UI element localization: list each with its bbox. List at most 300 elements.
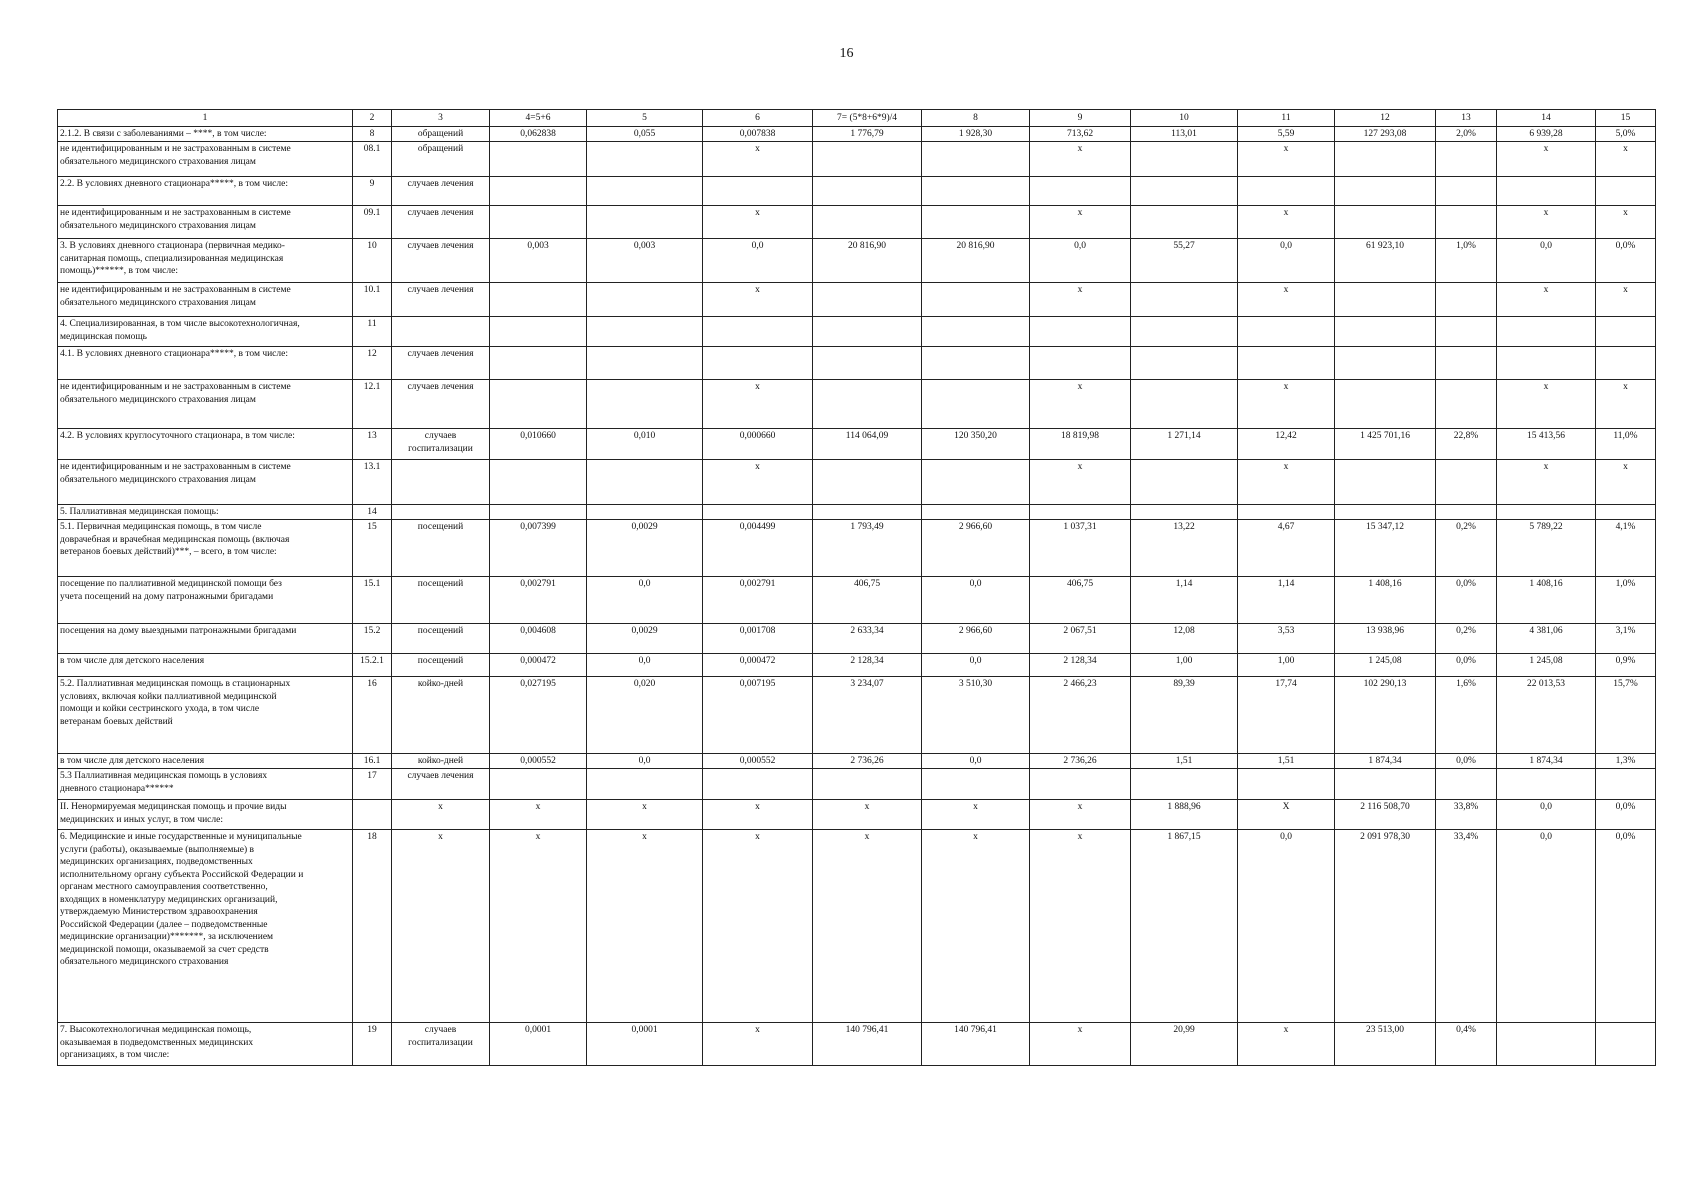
cell-value-col-11: [1238, 317, 1335, 347]
cell-value-col-4: x: [490, 830, 587, 1023]
cell-value-col-7: [813, 347, 922, 380]
cell-value-col-15: [1596, 769, 1656, 800]
cell-value-col-12: 15 347,12: [1335, 520, 1436, 577]
cell-value-col-6: 0,0: [703, 239, 813, 283]
cell-row-code: 13: [353, 429, 392, 460]
cell-row-label: посещение по паллиативной медицинской помощи без учета посещений на дому патронажными бригадами: [58, 577, 353, 624]
cell-value-col-9: [1030, 505, 1131, 520]
cell-value-col-7: 406,75: [813, 577, 922, 624]
table-row: [58, 380, 1656, 429]
cell-value-col-14: x: [1497, 142, 1596, 177]
cell-value-col-13: [1436, 142, 1497, 177]
table-row: [58, 317, 1656, 347]
column-header-12: 12: [1335, 110, 1436, 127]
cell-value-col-10: 113,01: [1131, 127, 1238, 142]
cell-value-col-5: 0,0: [587, 754, 703, 769]
cell-value-col-4: 0,000552: [490, 754, 587, 769]
cell-value-col-8: 1 928,30: [922, 127, 1030, 142]
cell-row-label: 3. В условиях дневного стационара (первичная медико- санитарная помощь, специализированная медицинская помощь)******, в том числе:: [58, 239, 353, 283]
cell-value-col-8: [922, 347, 1030, 380]
cell-value-col-12: [1335, 347, 1436, 380]
cell-row-code: 15.2.1: [353, 654, 392, 677]
cell-value-col-13: [1436, 317, 1497, 347]
cell-value-col-12: 13 938,96: [1335, 624, 1436, 654]
table-row: [58, 654, 1656, 677]
cell-value-col-12: 61 923,10: [1335, 239, 1436, 283]
cell-value-col-12: 1 408,16: [1335, 577, 1436, 624]
cell-value-col-9: 2 736,26: [1030, 754, 1131, 769]
cell-unit-of-measure: случаев лечения: [392, 347, 490, 380]
cell-value-col-12: [1335, 505, 1436, 520]
cell-value-col-10: [1131, 142, 1238, 177]
cell-value-col-5: 0,010: [587, 429, 703, 460]
cell-value-col-4: [490, 505, 587, 520]
cell-unit-of-measure: койко-дней: [392, 677, 490, 754]
cell-value-col-11: x: [1238, 460, 1335, 505]
cell-value-col-10: 1,14: [1131, 577, 1238, 624]
cell-value-col-10: 1,00: [1131, 654, 1238, 677]
cell-value-col-6: 0,000660: [703, 429, 813, 460]
cell-value-col-15: 15,7%: [1596, 677, 1656, 754]
table-body: [58, 127, 1656, 1066]
cell-value-col-8: 2 966,60: [922, 520, 1030, 577]
cell-value-col-8: [922, 380, 1030, 429]
cell-value-col-14: [1497, 769, 1596, 800]
table-row: [58, 347, 1656, 380]
cell-value-col-5: [587, 206, 703, 239]
cell-value-col-5: 0,020: [587, 677, 703, 754]
cell-row-label: 2.2. В условиях дневного стационара*****, в том числе:: [58, 177, 353, 206]
cell-unit-of-measure: койко-дней: [392, 754, 490, 769]
cell-value-col-15: 0,0%: [1596, 239, 1656, 283]
column-header-9: 9: [1030, 110, 1131, 127]
cell-value-col-12: [1335, 317, 1436, 347]
table-row: [58, 239, 1656, 283]
cell-value-col-13: 33,8%: [1436, 800, 1497, 830]
cell-value-col-15: x: [1596, 142, 1656, 177]
cell-value-col-14: 0,0: [1497, 800, 1596, 830]
cell-value-col-7: 2 128,34: [813, 654, 922, 677]
cell-value-col-10: 89,39: [1131, 677, 1238, 754]
cell-row-code: 16: [353, 677, 392, 754]
cell-value-col-12: [1335, 380, 1436, 429]
column-header-1: 1: [58, 110, 353, 127]
cell-value-col-11: x: [1238, 206, 1335, 239]
cell-value-col-5: [587, 347, 703, 380]
cell-value-col-9: x: [1030, 1023, 1131, 1066]
cell-value-col-9: 0,0: [1030, 239, 1131, 283]
cell-value-col-4: 0,002791: [490, 577, 587, 624]
cell-value-col-13: [1436, 177, 1497, 206]
cell-value-col-8: [922, 769, 1030, 800]
table-row: [58, 624, 1656, 654]
cell-value-col-7: [813, 142, 922, 177]
cell-value-col-4: [490, 347, 587, 380]
cell-value-col-8: 120 350,20: [922, 429, 1030, 460]
cell-value-col-12: [1335, 460, 1436, 505]
cell-value-col-7: [813, 505, 922, 520]
cell-value-col-4: [490, 206, 587, 239]
cell-value-col-15: [1596, 505, 1656, 520]
cell-value-col-12: [1335, 177, 1436, 206]
cell-value-col-7: [813, 177, 922, 206]
cell-value-col-9: 713,62: [1030, 127, 1131, 142]
cell-value-col-5: 0,003: [587, 239, 703, 283]
table-row: [58, 677, 1656, 754]
cell-row-code: 17: [353, 769, 392, 800]
cell-row-code: 9: [353, 177, 392, 206]
cell-value-col-7: 3 234,07: [813, 677, 922, 754]
cell-value-col-12: 127 293,08: [1335, 127, 1436, 142]
cell-value-col-11: x: [1238, 380, 1335, 429]
cell-value-col-7: [813, 206, 922, 239]
cell-value-col-7: [813, 460, 922, 505]
cell-row-label: II. Ненормируемая медицинская помощь и прочие виды медицинских и иных услуг, в том числе:: [58, 800, 353, 830]
cell-unit-of-measure: посещений: [392, 624, 490, 654]
cell-value-col-15: [1596, 1023, 1656, 1066]
cell-value-col-4: 0,003: [490, 239, 587, 283]
cell-value-col-15: 3,1%: [1596, 624, 1656, 654]
cell-value-col-13: 22,8%: [1436, 429, 1497, 460]
cell-value-col-15: x: [1596, 283, 1656, 317]
cell-value-col-11: [1238, 347, 1335, 380]
column-header-3: 3: [392, 110, 490, 127]
cell-row-label: 5.3 Паллиативная медицинская помощь в условиях дневного стационара******: [58, 769, 353, 800]
cell-value-col-6: [703, 177, 813, 206]
cell-value-col-6: x: [703, 1023, 813, 1066]
cell-value-col-9: x: [1030, 830, 1131, 1023]
cell-value-col-4: 0,000472: [490, 654, 587, 677]
cell-value-col-14: 5 789,22: [1497, 520, 1596, 577]
cell-value-col-5: [587, 380, 703, 429]
cell-value-col-8: 0,0: [922, 577, 1030, 624]
cell-value-col-4: 0,004608: [490, 624, 587, 654]
cell-row-code: 15.2: [353, 624, 392, 654]
cell-value-col-13: [1436, 460, 1497, 505]
cell-value-col-13: [1436, 206, 1497, 239]
table-row: [58, 577, 1656, 624]
cell-value-col-5: [587, 317, 703, 347]
cell-value-col-10: [1131, 206, 1238, 239]
cell-value-col-10: [1131, 317, 1238, 347]
cell-value-col-8: [922, 283, 1030, 317]
cell-value-col-6: [703, 317, 813, 347]
cell-value-col-12: [1335, 142, 1436, 177]
cell-row-code: 15: [353, 520, 392, 577]
cell-value-col-14: [1497, 347, 1596, 380]
cell-unit-of-measure: x: [392, 800, 490, 830]
cell-unit-of-measure: случаев лечения: [392, 206, 490, 239]
cell-value-col-7: x: [813, 800, 922, 830]
cell-value-col-15: 5,0%: [1596, 127, 1656, 142]
cell-value-col-12: 1 425 701,16: [1335, 429, 1436, 460]
table-row: [58, 460, 1656, 505]
cell-value-col-6: 0,000472: [703, 654, 813, 677]
cell-value-col-13: 1,0%: [1436, 239, 1497, 283]
cell-value-col-5: 0,0: [587, 654, 703, 677]
cell-value-col-12: 2 091 978,30: [1335, 830, 1436, 1023]
data-table: [57, 109, 1656, 1066]
cell-row-label: 7. Высокотехнологичная медицинская помощь, оказываемая в подведомственных медицинских организациях, в том числе:: [58, 1023, 353, 1066]
cell-row-code: 13.1: [353, 460, 392, 505]
cell-value-col-14: [1497, 177, 1596, 206]
cell-value-col-4: 0,010660: [490, 429, 587, 460]
cell-value-col-7: 1 793,49: [813, 520, 922, 577]
cell-value-col-7: 2 736,26: [813, 754, 922, 769]
cell-value-col-6: [703, 769, 813, 800]
cell-value-col-8: [922, 142, 1030, 177]
cell-unit-of-measure: обращений: [392, 142, 490, 177]
cell-unit-of-measure: случаев госпитализации: [392, 1023, 490, 1066]
cell-value-col-11: X: [1238, 800, 1335, 830]
cell-value-col-5: x: [587, 830, 703, 1023]
cell-value-col-15: x: [1596, 380, 1656, 429]
cell-value-col-4: [490, 380, 587, 429]
cell-value-col-8: x: [922, 830, 1030, 1023]
cell-row-label: 5.2. Паллиативная медицинская помощь в стационарных условиях, включая койки паллиативной медицинской помощи и койки сестринского ухода, в том числе ветеранам боевых действий: [58, 677, 353, 754]
table-row: [58, 769, 1656, 800]
cell-value-col-15: x: [1596, 460, 1656, 505]
cell-value-col-12: [1335, 769, 1436, 800]
cell-value-col-6: x: [703, 380, 813, 429]
cell-value-col-15: 1,0%: [1596, 577, 1656, 624]
table-row: [58, 127, 1656, 142]
cell-value-col-14: [1497, 505, 1596, 520]
cell-value-col-9: 18 819,98: [1030, 429, 1131, 460]
cell-value-col-8: [922, 317, 1030, 347]
cell-row-label: посещения на дому выездными патронажными бригадами: [58, 624, 353, 654]
cell-value-col-10: [1131, 177, 1238, 206]
cell-value-col-8: 20 816,90: [922, 239, 1030, 283]
cell-row-code: 12: [353, 347, 392, 380]
cell-row-code: 08.1: [353, 142, 392, 177]
cell-value-col-13: 0,0%: [1436, 577, 1497, 624]
table-row: [58, 429, 1656, 460]
cell-value-col-5: [587, 460, 703, 505]
cell-value-col-14: 22 013,53: [1497, 677, 1596, 754]
cell-value-col-7: [813, 317, 922, 347]
cell-row-label: в том числе для детского населения: [58, 754, 353, 769]
cell-value-col-11: 5,59: [1238, 127, 1335, 142]
cell-value-col-11: x: [1238, 283, 1335, 317]
cell-value-col-6: x: [703, 206, 813, 239]
cell-value-col-11: x: [1238, 142, 1335, 177]
cell-value-col-4: 0,062838: [490, 127, 587, 142]
cell-value-col-4: [490, 317, 587, 347]
cell-value-col-6: 0,001708: [703, 624, 813, 654]
cell-value-col-11: 0,0: [1238, 830, 1335, 1023]
cell-unit-of-measure: случаев госпитализации: [392, 429, 490, 460]
cell-unit-of-measure: [392, 460, 490, 505]
cell-row-code: [353, 800, 392, 830]
table-row: [58, 830, 1656, 1023]
cell-value-col-14: x: [1497, 206, 1596, 239]
cell-value-col-8: x: [922, 800, 1030, 830]
cell-value-col-6: 0,000552: [703, 754, 813, 769]
cell-row-code: 14: [353, 505, 392, 520]
cell-value-col-9: [1030, 347, 1131, 380]
cell-unit-of-measure: случаев лечения: [392, 283, 490, 317]
cell-value-col-9: x: [1030, 800, 1131, 830]
cell-row-code: 10.1: [353, 283, 392, 317]
cell-value-col-8: 0,0: [922, 654, 1030, 677]
cell-value-col-11: x: [1238, 1023, 1335, 1066]
cell-value-col-15: 11,0%: [1596, 429, 1656, 460]
table-row: [58, 754, 1656, 769]
cell-value-col-15: 0,0%: [1596, 800, 1656, 830]
cell-value-col-10: 12,08: [1131, 624, 1238, 654]
cell-row-label: 4.2. В условиях круглосуточного стационара, в том числе:: [58, 429, 353, 460]
column-header-8: 8: [922, 110, 1030, 127]
column-header-5: 5: [587, 110, 703, 127]
cell-row-code: 09.1: [353, 206, 392, 239]
cell-value-col-8: 0,0: [922, 754, 1030, 769]
cell-row-code: 16.1: [353, 754, 392, 769]
cell-value-col-4: x: [490, 800, 587, 830]
cell-value-col-5: x: [587, 800, 703, 830]
cell-value-col-13: 0,2%: [1436, 624, 1497, 654]
cell-value-col-10: 20,99: [1131, 1023, 1238, 1066]
cell-value-col-8: [922, 206, 1030, 239]
cell-value-col-7: x: [813, 830, 922, 1023]
column-header-14: 14: [1497, 110, 1596, 127]
cell-value-col-15: x: [1596, 206, 1656, 239]
cell-unit-of-measure: [392, 505, 490, 520]
cell-value-col-13: [1436, 769, 1497, 800]
cell-value-col-14: 1 874,34: [1497, 754, 1596, 769]
cell-value-col-7: 20 816,90: [813, 239, 922, 283]
cell-value-col-7: [813, 283, 922, 317]
cell-value-col-5: 0,0029: [587, 520, 703, 577]
cell-row-label: 5.1. Первичная медицинская помощь, в том числе доврачебная и врачебная медицинская помощь (включая ветеранов боевых действий)***, – всего, в том числе:: [58, 520, 353, 577]
cell-value-col-4: [490, 769, 587, 800]
column-header-4: 4=5+6: [490, 110, 587, 127]
cell-row-label: 2.1.2. В связи с заболеваниями – ****, в том числе:: [58, 127, 353, 142]
cell-value-col-4: [490, 283, 587, 317]
cell-row-code: 8: [353, 127, 392, 142]
cell-value-col-6: 0,007195: [703, 677, 813, 754]
cell-unit-of-measure: посещений: [392, 520, 490, 577]
cell-value-col-8: [922, 505, 1030, 520]
cell-value-col-9: 406,75: [1030, 577, 1131, 624]
cell-value-col-5: 0,055: [587, 127, 703, 142]
cell-row-label: 4. Специализированная, в том числе высокотехнологичная, медицинская помощь: [58, 317, 353, 347]
cell-value-col-14: 6 939,28: [1497, 127, 1596, 142]
cell-value-col-9: [1030, 177, 1131, 206]
cell-row-code: 19: [353, 1023, 392, 1066]
cell-value-col-9: x: [1030, 142, 1131, 177]
cell-value-col-8: 3 510,30: [922, 677, 1030, 754]
cell-value-col-7: 1 776,79: [813, 127, 922, 142]
cell-value-col-9: x: [1030, 380, 1131, 429]
cell-value-col-11: 1,14: [1238, 577, 1335, 624]
column-header-7: 7= (5*8+6*9)/4: [813, 110, 922, 127]
cell-value-col-14: 0,0: [1497, 239, 1596, 283]
cell-value-col-9: x: [1030, 283, 1131, 317]
cell-value-col-15: 0,9%: [1596, 654, 1656, 677]
cell-row-code: 10: [353, 239, 392, 283]
column-header-13: 13: [1436, 110, 1497, 127]
cell-value-col-10: [1131, 769, 1238, 800]
table-row: [58, 505, 1656, 520]
cell-value-col-12: [1335, 206, 1436, 239]
cell-value-col-9: 1 037,31: [1030, 520, 1131, 577]
column-header-6: 6: [703, 110, 813, 127]
cell-value-col-11: 0,0: [1238, 239, 1335, 283]
cell-value-col-5: [587, 142, 703, 177]
cell-value-col-13: 0,0%: [1436, 754, 1497, 769]
cell-value-col-13: 1,6%: [1436, 677, 1497, 754]
cell-value-col-13: [1436, 347, 1497, 380]
cell-value-col-13: [1436, 380, 1497, 429]
cell-value-col-11: 12,42: [1238, 429, 1335, 460]
cell-row-label: не идентифицированным и не застрахованным в системе обязательного медицинского страхования лицам: [58, 206, 353, 239]
table-row: [58, 206, 1656, 239]
cell-value-col-11: 4,67: [1238, 520, 1335, 577]
cell-value-col-5: [587, 769, 703, 800]
cell-value-col-10: [1131, 380, 1238, 429]
cell-row-label: не идентифицированным и не застрахованным в системе обязательного медицинского страхования лицам: [58, 283, 353, 317]
cell-unit-of-measure: случаев лечения: [392, 380, 490, 429]
cell-value-col-11: [1238, 177, 1335, 206]
cell-row-label: 4.1. В условиях дневного стационара*****, в том числе:: [58, 347, 353, 380]
cell-value-col-13: 0,0%: [1436, 654, 1497, 677]
cell-value-col-13: 33,4%: [1436, 830, 1497, 1023]
cell-value-col-14: 1 245,08: [1497, 654, 1596, 677]
cell-value-col-12: 102 290,13: [1335, 677, 1436, 754]
cell-value-col-10: 13,22: [1131, 520, 1238, 577]
cell-row-label: 5. Паллиативная медицинская помощь:: [58, 505, 353, 520]
cell-row-label: 6. Медицинские и иные государственные и муниципальные услуги (работы), оказываемые (выполняемые) в медицинских организациях, подведомственных исполнительному органу субъекта Российской Федерации и органам местного самоуправления соответственно, входящих в номенклатуру медицинских организаций, утверждаемую Министерством здравоохранения Российской Федерации (далее – подведомственные медицинские организации)*******, за исключением медицинской помощи, оказываемой за счет средств обязательного медицинского страхования: [58, 830, 353, 1023]
cell-value-col-4: 0,0001: [490, 1023, 587, 1066]
cell-unit-of-measure: посещений: [392, 654, 490, 677]
page-number: 16: [839, 46, 854, 61]
cell-row-label: не идентифицированным и не застрахованным в системе обязательного медицинского страхования лицам: [58, 380, 353, 429]
cell-value-col-13: [1436, 283, 1497, 317]
cell-value-col-11: 1,00: [1238, 654, 1335, 677]
cell-unit-of-measure: случаев лечения: [392, 769, 490, 800]
cell-value-col-12: 2 116 508,70: [1335, 800, 1436, 830]
cell-value-col-9: 2 128,34: [1030, 654, 1131, 677]
cell-value-col-4: 0,027195: [490, 677, 587, 754]
cell-value-col-8: [922, 177, 1030, 206]
cell-value-col-8: 2 966,60: [922, 624, 1030, 654]
cell-unit-of-measure: случаев лечения: [392, 177, 490, 206]
cell-value-col-10: 1 888,96: [1131, 800, 1238, 830]
cell-value-col-9: x: [1030, 206, 1131, 239]
cell-value-col-6: 0,007838: [703, 127, 813, 142]
cell-unit-of-measure: случаев лечения: [392, 239, 490, 283]
cell-value-col-6: [703, 347, 813, 380]
cell-value-col-8: [922, 460, 1030, 505]
cell-value-col-11: 17,74: [1238, 677, 1335, 754]
cell-value-col-12: 1 245,08: [1335, 654, 1436, 677]
cell-value-col-7: 114 064,09: [813, 429, 922, 460]
cell-value-col-10: 1 867,15: [1131, 830, 1238, 1023]
header-row: [58, 110, 1656, 127]
table-row: [58, 1023, 1656, 1066]
cell-value-col-14: [1497, 317, 1596, 347]
cell-value-col-6: x: [703, 800, 813, 830]
cell-row-code: 11: [353, 317, 392, 347]
cell-value-col-6: 0,002791: [703, 577, 813, 624]
cell-value-col-6: 0,004499: [703, 520, 813, 577]
cell-row-code: 15.1: [353, 577, 392, 624]
cell-value-col-14: x: [1497, 380, 1596, 429]
cell-value-col-12: 23 513,00: [1335, 1023, 1436, 1066]
cell-value-col-6: x: [703, 142, 813, 177]
cell-value-col-14: x: [1497, 283, 1596, 317]
